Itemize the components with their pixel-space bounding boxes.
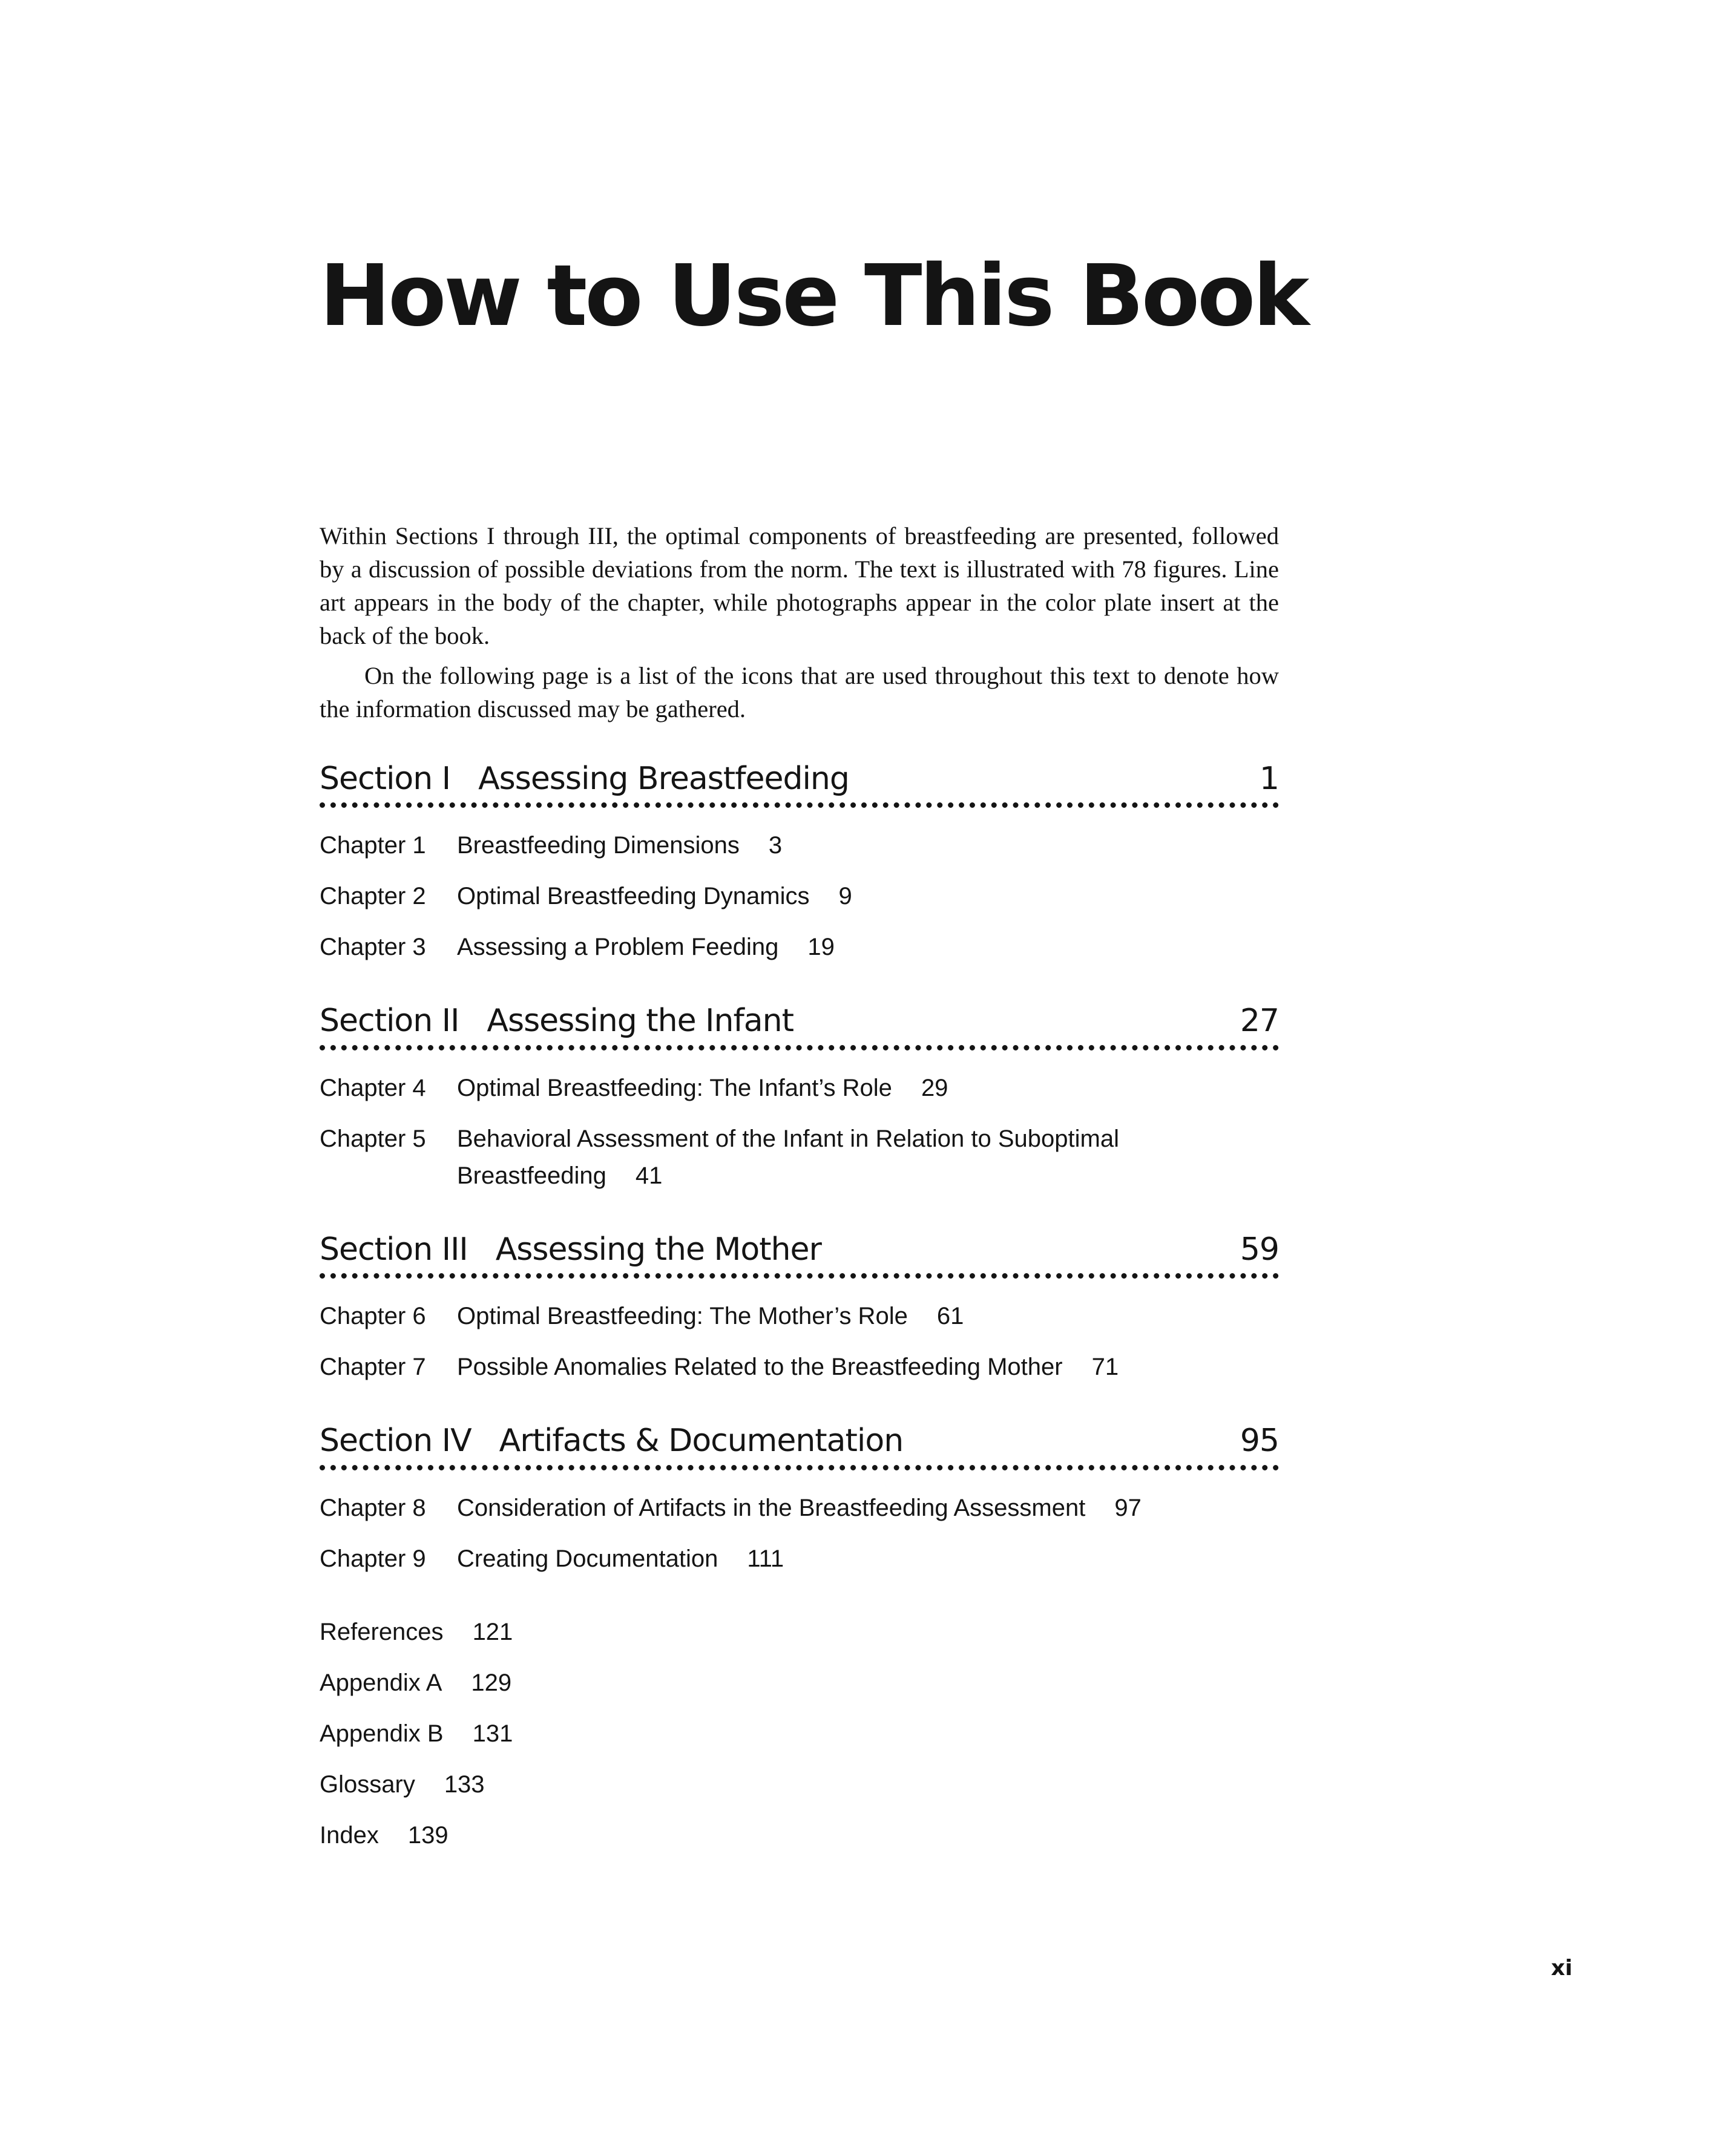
toc-chapter-entry[interactable] xyxy=(320,1298,1279,1335)
back-matter-list xyxy=(320,1614,1279,1854)
chapter-page-number: 97 xyxy=(1114,1494,1142,1521)
chapter-title-line xyxy=(457,1349,1279,1386)
chapter-label: Chapter 3 xyxy=(320,934,426,961)
back-matter-label: Index xyxy=(320,1821,379,1849)
page-number: xi xyxy=(1551,1956,1572,1981)
toc-chapter-entry[interactable] xyxy=(320,878,1279,915)
back-matter-label: References xyxy=(320,1618,444,1645)
section-label: Section III xyxy=(320,1231,468,1268)
toc-chapter-entry[interactable] xyxy=(320,827,1279,864)
chapter-page-number: 41 xyxy=(635,1162,663,1189)
toc-chapter-entry[interactable] xyxy=(320,929,1279,966)
chapter-page-number: 3 xyxy=(768,832,783,859)
section-page-number: 95 xyxy=(1240,1423,1279,1460)
back-matter-label: Appendix B xyxy=(320,1720,444,1747)
back-matter-label: Glossary xyxy=(320,1771,415,1798)
chapter-label: Chapter 1 xyxy=(320,832,426,859)
chapter-label: Chapter 6 xyxy=(320,1303,426,1330)
chapter-page-number: 111 xyxy=(747,1545,784,1572)
section-title: Artifacts & Documentation xyxy=(499,1423,904,1460)
section-label: Section IV xyxy=(320,1423,472,1460)
toc-chapter-entry[interactable] xyxy=(320,1070,1279,1107)
back-matter-page-number: 133 xyxy=(444,1771,485,1798)
page-title: How to Use This Book xyxy=(320,247,1307,346)
section-heading[interactable] xyxy=(320,1231,1279,1279)
intro-text xyxy=(320,519,1279,726)
back-matter-entry[interactable] xyxy=(320,1715,1279,1752)
chapter-title: Optimal Breastfeeding: The Infant’s Role xyxy=(457,1074,892,1101)
section-title: Assessing Breastfeeding xyxy=(478,761,849,797)
chapter-title-line xyxy=(457,1070,1279,1107)
chapter-label: Chapter 8 xyxy=(320,1494,426,1521)
chapter-page-number: 9 xyxy=(838,883,852,910)
toc-chapter-entry[interactable] xyxy=(320,1541,1279,1578)
chapter-label: Chapter 4 xyxy=(320,1074,426,1101)
back-matter-entry[interactable] xyxy=(320,1766,1279,1803)
toc-section xyxy=(320,1231,1279,1386)
section-heading[interactable] xyxy=(320,1002,1279,1050)
chapter-label: Chapter 9 xyxy=(320,1545,426,1572)
section-heading[interactable] xyxy=(320,760,1279,808)
toc-chapter-entry[interactable] xyxy=(320,1490,1279,1527)
section-heading[interactable] xyxy=(320,1422,1279,1470)
chapter-title-line xyxy=(457,1541,1279,1578)
section-title: Assessing the Infant xyxy=(487,1003,794,1040)
chapter-page-number: 29 xyxy=(921,1074,948,1101)
chapter-title: Breastfeeding Dimensions xyxy=(457,832,740,859)
section-label: Section I xyxy=(320,761,451,797)
chapter-label: Chapter 5 xyxy=(320,1125,426,1152)
chapter-title-line xyxy=(457,827,1279,864)
chapter-title: Optimal Breastfeeding Dynamics xyxy=(457,883,810,910)
section-page-number: 27 xyxy=(1240,1003,1279,1040)
chapter-title-line xyxy=(457,1490,1279,1527)
back-matter-entry[interactable] xyxy=(320,1614,1279,1651)
section-page-number: 59 xyxy=(1240,1231,1279,1268)
chapter-page-number: 19 xyxy=(807,934,835,961)
back-matter-label: Appendix A xyxy=(320,1669,442,1696)
section-title: Assessing the Mother xyxy=(495,1231,821,1268)
chapter-title: Assessing a Problem Feeding xyxy=(457,934,779,961)
chapter-title: Behavioral Assessment of the Infant in Relation to Suboptimal Breastfeeding xyxy=(457,1125,1119,1189)
back-matter-entry[interactable] xyxy=(320,1665,1279,1702)
chapter-title-line xyxy=(457,878,1279,915)
chapter-page-number: 71 xyxy=(1091,1354,1119,1381)
intro-paragraph: Within Sections I through III, the optimal components of breastfeeding are presented, followed by a discussion of possible deviations from the norm. The text is illustrated with 78 figures. Line art appears in the body of the chapter, while photographs appear in the color plate insert at the back of the book. xyxy=(320,522,1279,649)
chapter-label: Chapter 2 xyxy=(320,883,426,910)
toc-chapter-entry[interactable] xyxy=(320,1121,1279,1194)
chapter-title: Possible Anomalies Related to the Breastfeeding Mother xyxy=(457,1354,1063,1381)
chapter-title: Creating Documentation xyxy=(457,1545,718,1572)
toc-chapter-entry[interactable] xyxy=(320,1349,1279,1386)
toc-section xyxy=(320,760,1279,966)
back-matter-page-number: 129 xyxy=(471,1669,512,1696)
toc-section xyxy=(320,1002,1279,1194)
table-of-contents xyxy=(320,760,1279,1868)
chapter-title-line xyxy=(457,1121,1153,1194)
chapter-title: Optimal Breastfeeding: The Mother’s Role xyxy=(457,1303,908,1330)
chapter-title: Consideration of Artifacts in the Breastfeeding Assessment xyxy=(457,1494,1086,1521)
intro-paragraph: On the following page is a list of the icons that are used throughout this text to denote how the information discussed may be gathered. xyxy=(320,662,1279,722)
chapter-label: Chapter 7 xyxy=(320,1354,426,1381)
section-page-number: 1 xyxy=(1259,761,1279,797)
chapter-title-line xyxy=(457,1298,1279,1335)
back-matter-page-number: 121 xyxy=(472,1618,513,1645)
back-matter-entry[interactable] xyxy=(320,1817,1279,1854)
chapter-title-line xyxy=(457,929,1279,966)
back-matter-page-number: 131 xyxy=(472,1720,513,1747)
section-label: Section II xyxy=(320,1003,459,1040)
back-matter-page-number: 139 xyxy=(407,1821,448,1849)
chapter-page-number: 61 xyxy=(936,1303,964,1330)
toc-section xyxy=(320,1422,1279,1577)
